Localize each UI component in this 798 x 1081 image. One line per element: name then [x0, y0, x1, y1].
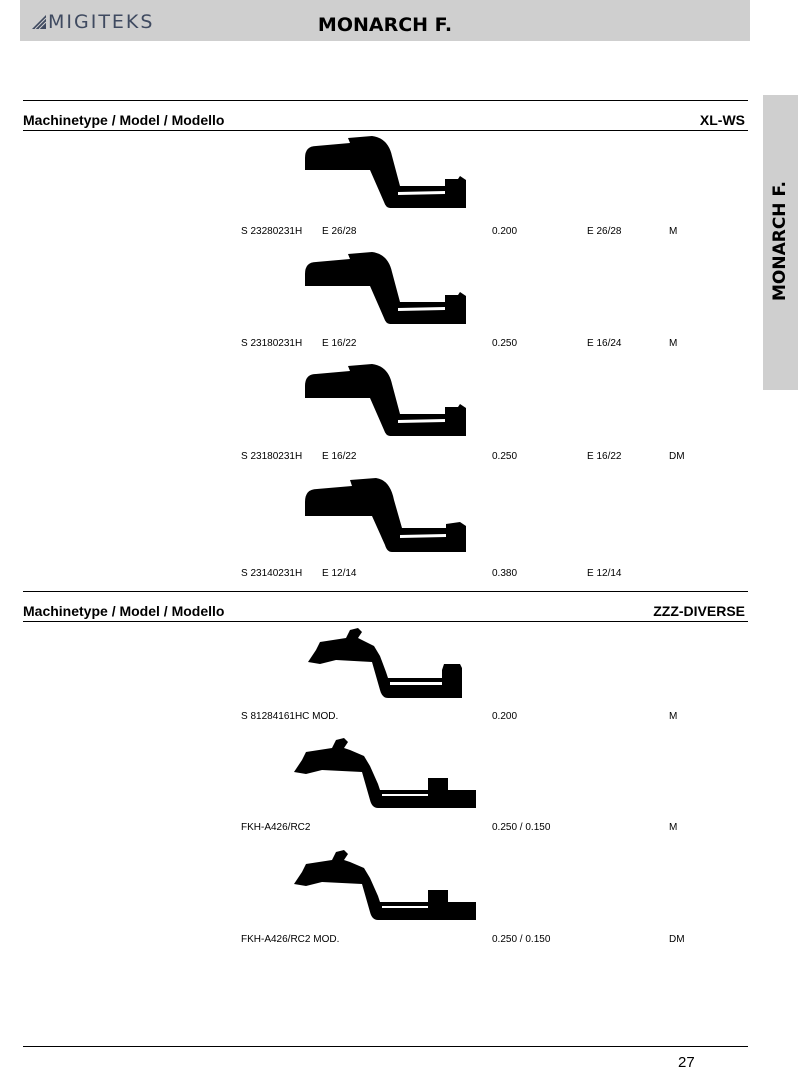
- page-number: 27: [678, 1054, 695, 1071]
- row-code: S 23180231H: [241, 338, 303, 349]
- row-type: M: [669, 822, 678, 833]
- needle-profile-drawing: [300, 364, 470, 440]
- row-value: 0.200: [492, 711, 518, 722]
- row-value: 0.200: [492, 226, 518, 237]
- row-code: S 23280231H: [241, 226, 303, 237]
- needle-profile-drawing: [292, 850, 480, 922]
- row-type: M: [669, 226, 678, 237]
- row-code: S 81284161HC MOD.: [241, 711, 339, 722]
- row-value: 0.250 / 0.150: [492, 934, 551, 945]
- row-code: S 23180231H: [241, 451, 303, 462]
- side-tab-label: MONARCH F.: [770, 180, 790, 302]
- needle-profile-drawing: [300, 478, 470, 556]
- row-equiv: E 26/28: [587, 226, 622, 237]
- row-size: E 16/22: [322, 338, 357, 349]
- row-type: DM: [669, 934, 685, 945]
- row-code: FKH-A426/RC2 MOD.: [241, 934, 340, 945]
- needle-profile-drawing: [292, 738, 480, 810]
- row-code: S 23140231H: [241, 568, 303, 579]
- needle-profile-drawing: [300, 136, 470, 212]
- section-header: [23, 603, 745, 623]
- section-model: XL-WS: [699, 112, 745, 128]
- page-title: MONARCH F.: [317, 14, 453, 36]
- needle-profile-drawing: [300, 252, 470, 328]
- row-value: 0.380: [492, 568, 518, 579]
- section-rule: [23, 130, 748, 131]
- section-label: Machinetype / Model / Modello: [23, 112, 225, 128]
- row-equiv: E 16/24: [587, 338, 622, 349]
- row-size: E 26/28: [322, 226, 357, 237]
- footer-rule: [23, 1046, 748, 1047]
- row-value: 0.250: [492, 451, 518, 462]
- row-equiv: E 12/14: [587, 568, 622, 579]
- row-type: M: [669, 338, 678, 349]
- section-rule: [23, 100, 748, 101]
- logo-text: MIGITEKS: [48, 11, 155, 33]
- row-size: E 12/14: [322, 568, 357, 579]
- side-tab: [763, 95, 798, 390]
- header-bar: [20, 0, 750, 41]
- row-type: M: [669, 711, 678, 722]
- row-code: FKH-A426/RC2: [241, 822, 311, 833]
- row-equiv: E 16/22: [587, 451, 622, 462]
- row-type: DM: [669, 451, 685, 462]
- needle-profile-drawing: [306, 626, 466, 700]
- row-size: E 16/22: [322, 451, 357, 462]
- row-value: 0.250: [492, 338, 518, 349]
- section-header: [23, 112, 745, 132]
- section-rule: [23, 591, 748, 592]
- section-model: ZZZ-DIVERSE: [653, 603, 745, 619]
- section-label: Machinetype / Model / Modello: [23, 603, 225, 619]
- row-value: 0.250 / 0.150: [492, 822, 551, 833]
- section-rule: [23, 621, 748, 622]
